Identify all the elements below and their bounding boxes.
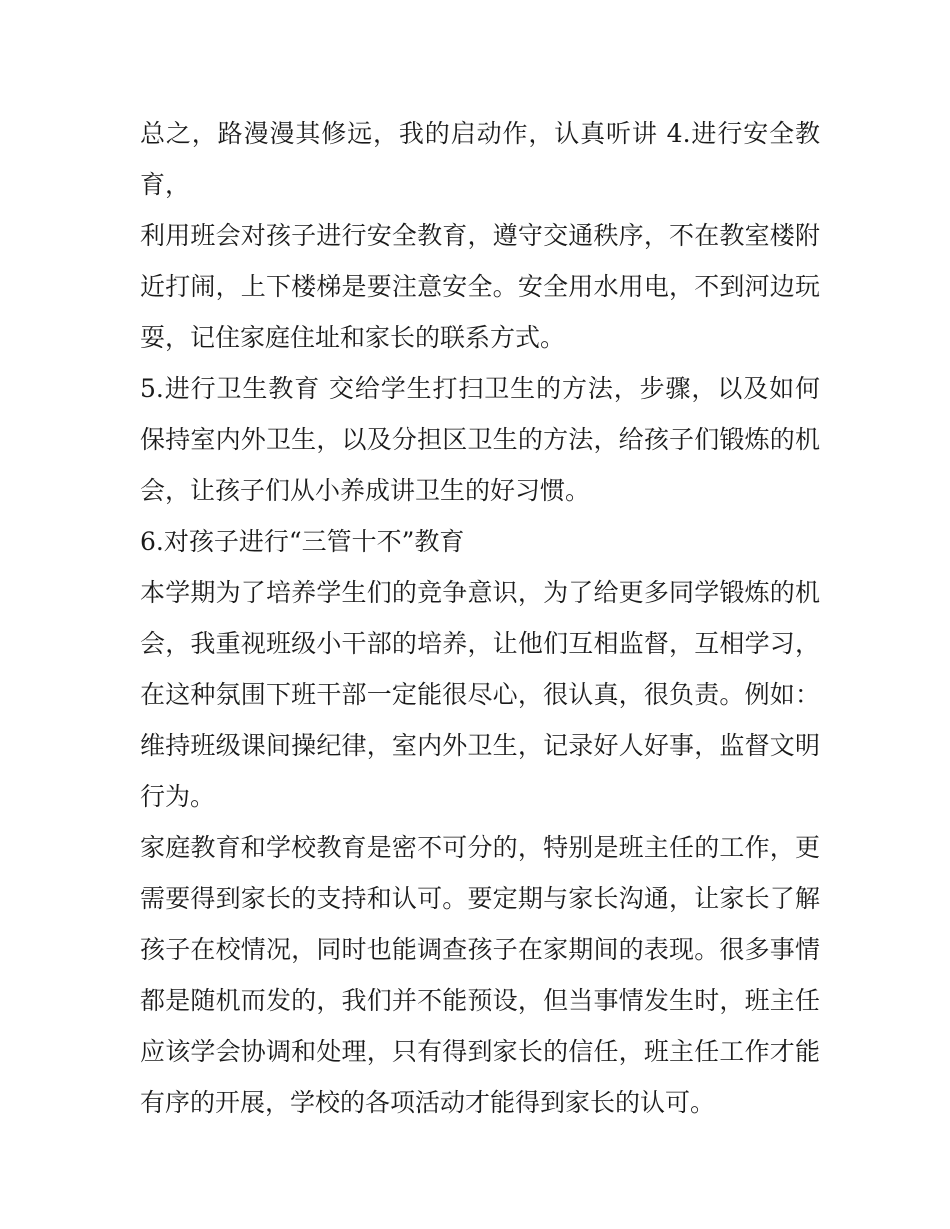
paragraph-5: 本学期为了培养学生们的竞争意识，为了给更多同学锻炼的机会，我重视班级小干部的培养，让他们互相监督，互相学习，在这种氛围下班干部一定能很尽心，很认真，很负责。例如：维持班级课间操纪律，室内外卫生，记录好人好事，监督文明行为。 <box>140 578 820 811</box>
paragraph-3: 5.进行卫生教育 交给学生打扫卫生的方法，步骤，以及如何保持室内外卫生，以及分担区卫生的方法，给孩子们锻炼的机会，让孩子们从小养成讲卫生的好习惯。 <box>140 374 820 505</box>
paragraph-2: 利用班会对孩子进行安全教育，遵守交通秩序，不在教室楼附近打闹，上下楼梯是要注意安全。安全用水用电，不到河边玩耍，记住家庭住址和家长的联系方式。 <box>140 221 820 352</box>
paragraph-4: 6.对孩子进行“三管十不”教育 <box>140 527 465 556</box>
paragraph-6: 家庭教育和学校教育是密不可分的，特别是班主任的工作，更需要得到家长的支持和认可。要定期与家长沟通，让家长了解孩子在校情况，同时也能调查孩子在家期间的表现。很多事情都是随机而发的，我们并不能预设，但当事情发生时，班主任应该学会协调和处理，只有得到家长的信任，班主任工作才能有序的开展，学校的各项活动才能得到家长的认可。 <box>140 833 820 1117</box>
paragraph-1: 总之，路漫漫其修远，我的启动作，认真听讲 4.进行安全教育， <box>140 119 820 199</box>
document-body <box>140 108 820 1128</box>
